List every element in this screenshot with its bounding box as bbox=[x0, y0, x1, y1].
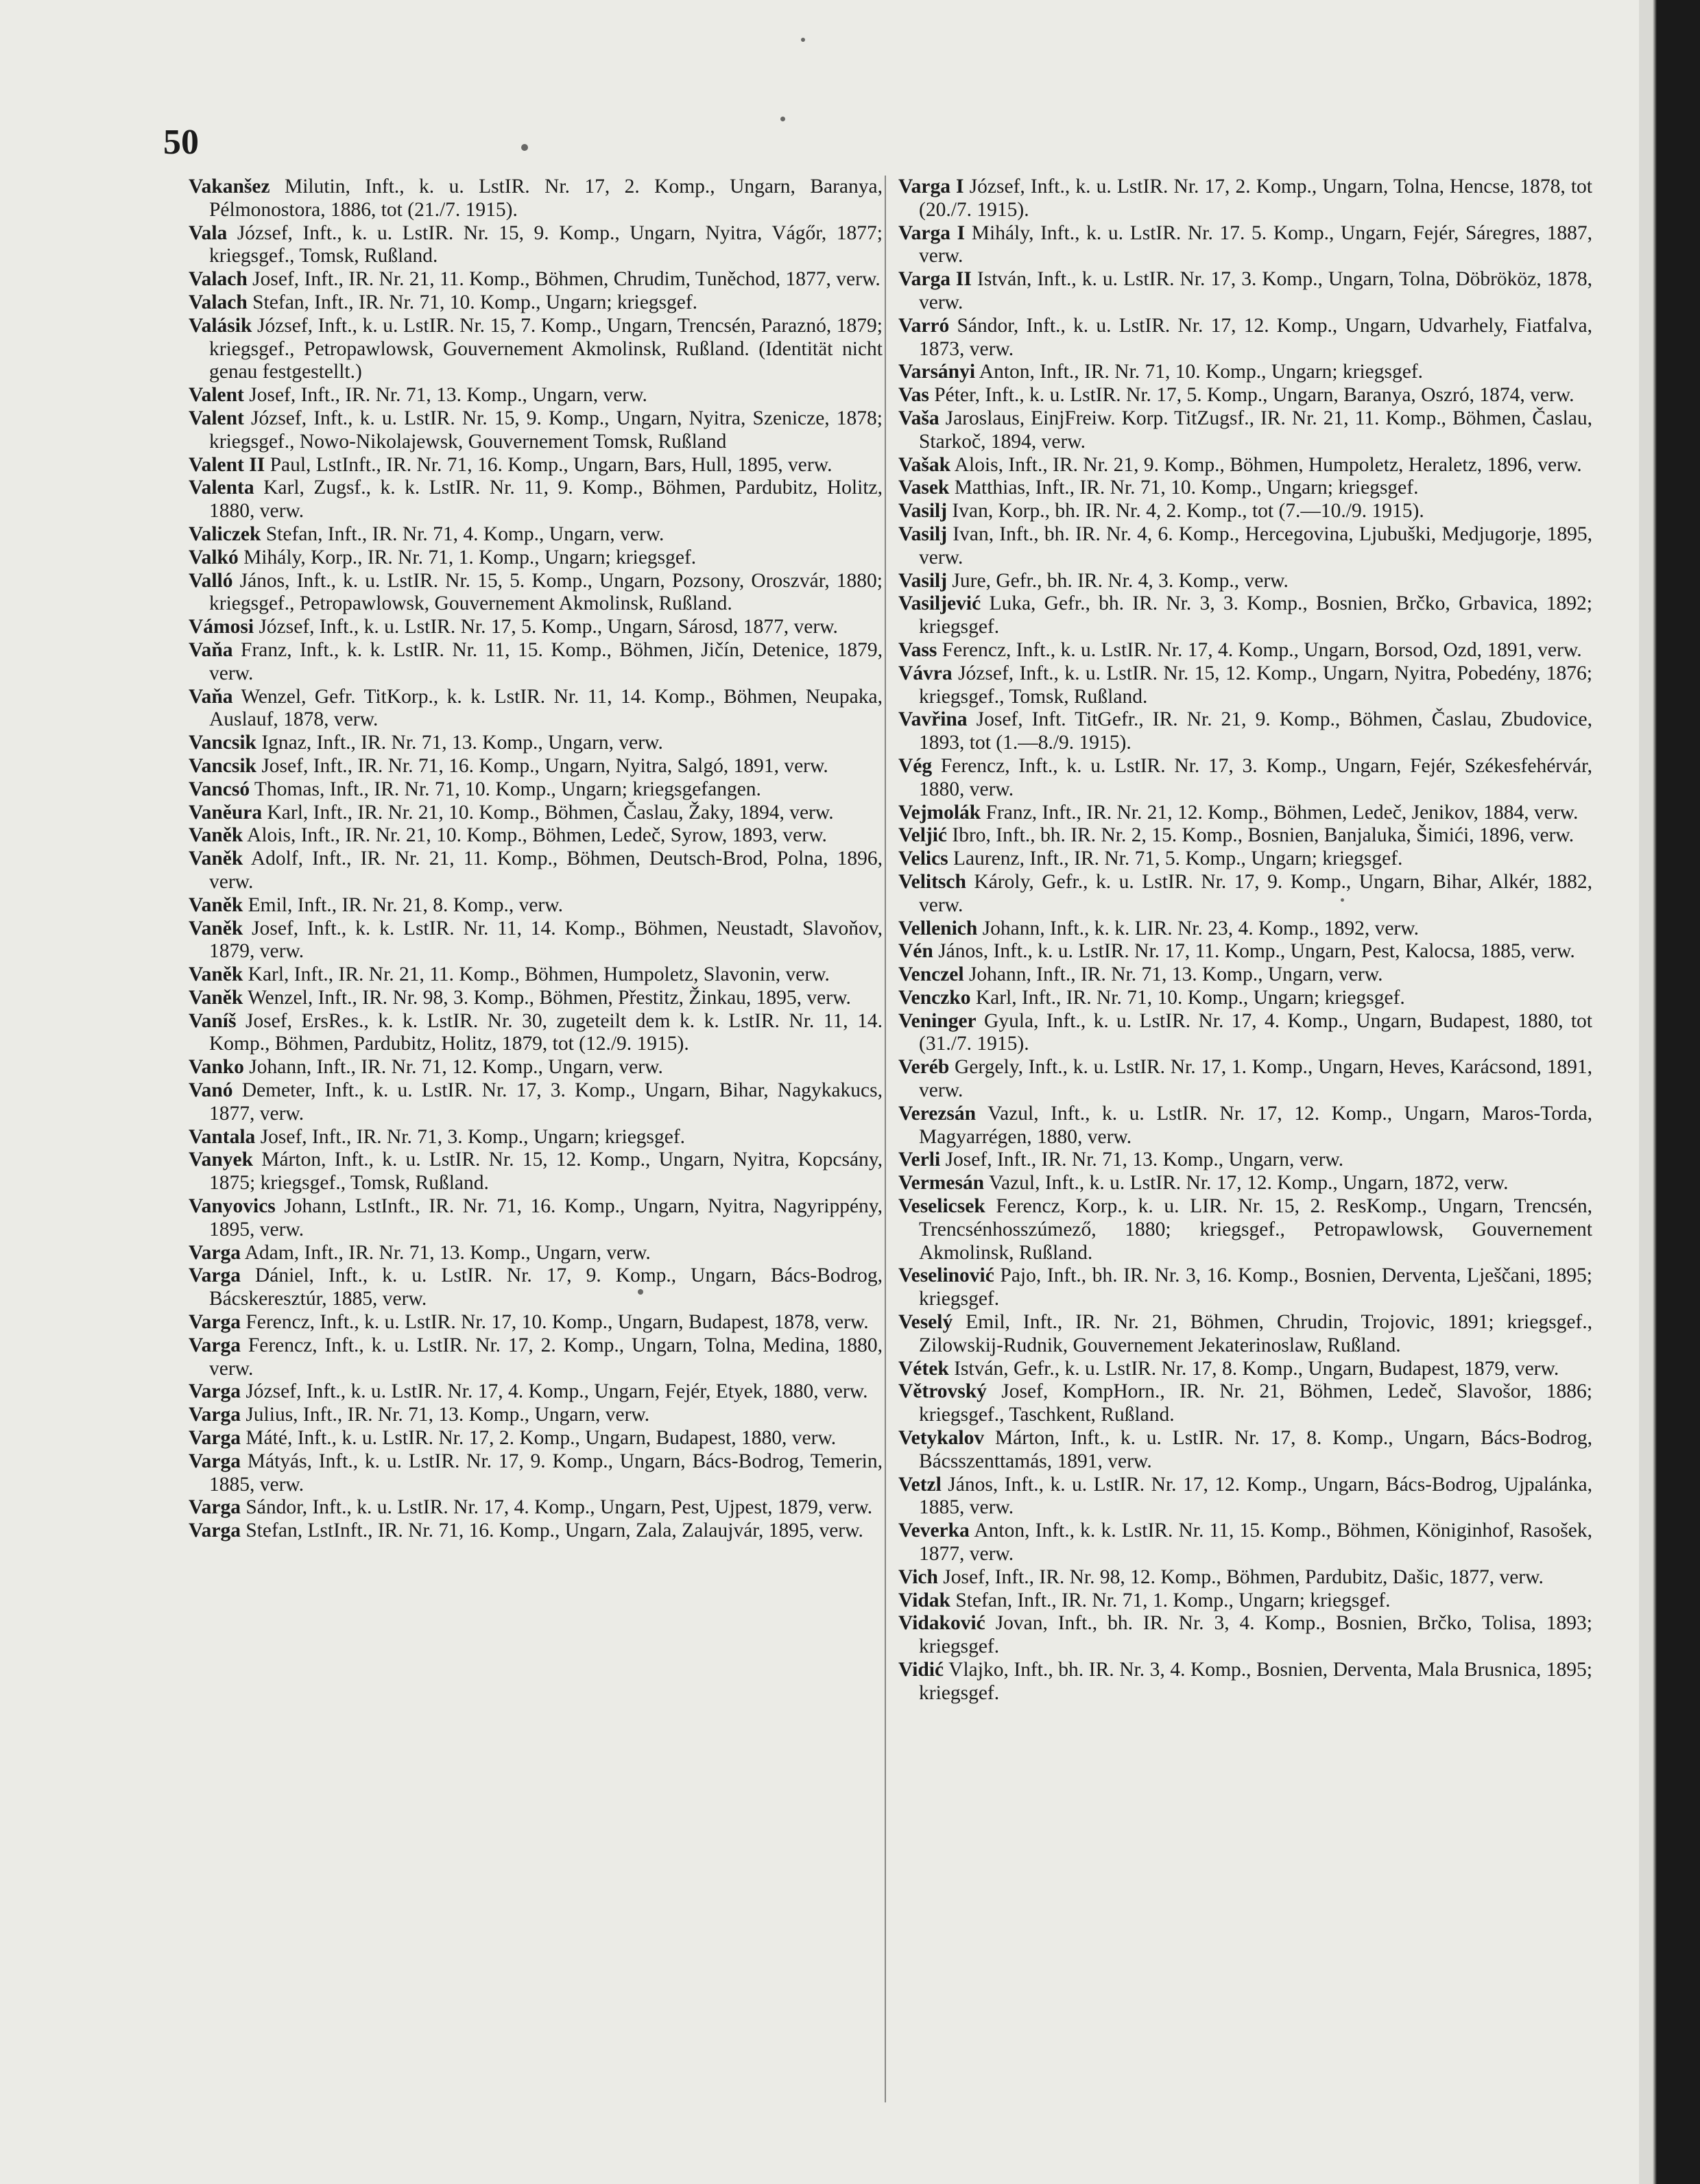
scan-edge bbox=[1639, 0, 1700, 2184]
entry-details: Thomas, Inft., IR. Nr. 71, 10. Komp., Ungarn; kriegsgefangen. bbox=[250, 778, 761, 800]
entry-surname: Valló bbox=[189, 569, 233, 592]
register-entry bbox=[189, 802, 883, 825]
entry-surname: Venczko bbox=[898, 986, 971, 1009]
entry-details: Mihály, Inft., k. u. LstIR. Nr. 17. 5. Komp., Ungarn, Fejér, Sáregres, 1887, verw. bbox=[919, 221, 1592, 267]
entry-surname: Varga bbox=[189, 1427, 241, 1450]
entry-surname: Velitsch bbox=[898, 870, 966, 893]
entry-details: József, Inft., k. u. LstIR. Nr. 15, 9. Komp., Ungarn, Nyitra, Vágőr, 1877; kriegsgef., Tomsk, Rußland. bbox=[209, 221, 883, 267]
register-entry bbox=[189, 407, 883, 454]
entry-details: Wenzel, Inft., IR. Nr. 98, 3. Komp., Böhmen, Přestitz, Žinkau, 1895, verw. bbox=[243, 986, 851, 1009]
entry-surname: Vaněk bbox=[189, 917, 243, 939]
entry-details: Mihály, Korp., IR. Nr. 71, 1. Komp., Ungarn; kriegsgef. bbox=[238, 546, 697, 568]
entry-details: Ferencz, Inft., k. u. LstIR. Nr. 17, 3. Komp., Ungarn, Fejér, Székesfehérvár, 1880, verw. bbox=[919, 754, 1592, 800]
register-entry bbox=[898, 222, 1592, 269]
register-entry bbox=[189, 987, 883, 1010]
register-entry bbox=[189, 1520, 883, 1543]
entry-surname: Varga bbox=[189, 1241, 241, 1264]
entry-details: Vlajko, Inft., bh. IR. Nr. 3, 4. Komp., Bosnien, Derventa, Mala Brusnica, 1895; kriegsgef. bbox=[919, 1659, 1592, 1704]
register-entry bbox=[898, 477, 1592, 500]
ink-speck bbox=[521, 144, 528, 151]
register-entry bbox=[189, 176, 883, 222]
register-entry bbox=[898, 1056, 1592, 1103]
entry-surname: Valásik bbox=[189, 314, 252, 337]
entry-details: János, Inft., k. u. LstIR. Nr. 17, 11. Komp., Ungarn, Pest, Kalocsa, 1885, verw. bbox=[933, 940, 1575, 963]
register-entry bbox=[898, 848, 1592, 871]
entry-surname: Valiczek bbox=[189, 523, 261, 545]
register-entry bbox=[898, 1172, 1592, 1195]
entry-surname: Vasilj bbox=[898, 569, 948, 592]
register-entry bbox=[898, 639, 1592, 662]
entry-surname: Veselý bbox=[898, 1311, 953, 1334]
register-entry bbox=[189, 384, 883, 407]
entry-details: Matthias, Inft., IR. Nr. 71, 10. Komp., Ungarn; kriegsgef. bbox=[949, 477, 1419, 499]
register-entry bbox=[189, 1149, 883, 1195]
entry-surname: Vanyovics bbox=[189, 1195, 276, 1218]
entry-details: Vazul, Inft., k. u. LstIR. Nr. 17, 12. Komp., Ungarn, 1872, verw. bbox=[984, 1172, 1509, 1195]
register-entry bbox=[189, 523, 883, 547]
register-entry bbox=[189, 268, 883, 291]
register-entry bbox=[898, 570, 1592, 593]
entry-details: Ibro, Inft., bh. IR. Nr. 2, 15. Komp., Bosnien, Banjaluka, Šimići, 1896, verw. bbox=[947, 824, 1575, 847]
entry-surname: Vejmolák bbox=[898, 801, 981, 824]
register-entry bbox=[189, 1056, 883, 1079]
entry-details: Stefan, Inft., IR. Nr. 71, 1. Komp., Ungarn; kriegsgef. bbox=[950, 1589, 1391, 1611]
register-entry bbox=[898, 802, 1592, 825]
entry-details: Johann, Inft., k. k. LIR. Nr. 23, 4. Komp., 1892, verw. bbox=[977, 917, 1420, 939]
entry-details: Gergely, Inft., k. u. LstIR. Nr. 17, 1. Komp., Ungarn, Heves, Karácsond, 1891, verw. bbox=[919, 1056, 1592, 1102]
entry-details: Josef, Inft., IR. Nr. 21, 11. Komp., Böhmen, Chrudim, Tuněchod, 1877, verw. bbox=[247, 268, 881, 291]
entry-surname: Varga bbox=[189, 1380, 241, 1403]
entry-surname: Vetykalov bbox=[898, 1427, 985, 1450]
entry-surname: Varga I bbox=[898, 221, 966, 244]
register-entry bbox=[189, 755, 883, 778]
entry-surname: Veselicsek bbox=[898, 1195, 985, 1218]
entry-details: Máté, Inft., k. u. LstIR. Nr. 17, 2. Komp., Ungarn, Budapest, 1880, verw. bbox=[240, 1427, 837, 1450]
entry-surname: Veninger bbox=[898, 1009, 977, 1032]
entry-details: Ferencz, Inft., k. u. LstIR. Nr. 17, 4. Komp., Ungarn, Borsod, Ozd, 1891, verw. bbox=[937, 638, 1582, 661]
entry-surname: Valenta bbox=[189, 477, 254, 499]
right-column bbox=[898, 176, 1592, 1705]
entry-details: Karl, Inft., IR. Nr. 71, 10. Komp., Ungarn; kriegsgef. bbox=[970, 986, 1405, 1009]
entry-details: Johann, Inft., IR. Nr. 71, 12. Komp., Ungarn, verw. bbox=[243, 1056, 663, 1079]
entry-surname: Vidak bbox=[898, 1589, 950, 1611]
entry-surname: Velics bbox=[898, 848, 948, 870]
entry-surname: Vén bbox=[898, 940, 933, 963]
entry-details: Emil, Inft., IR. Nr. 21, Böhmen, Chrudin, Trojovic, 1891; kriegsgef., Zilowskij-Rudnik, Gouvernement Jekaterinoslaw, Rußland. bbox=[919, 1311, 1592, 1356]
entry-surname: Vaněk bbox=[189, 893, 243, 916]
entry-surname: Valent bbox=[189, 407, 244, 429]
register-entry bbox=[898, 1010, 1592, 1057]
register-entry bbox=[898, 940, 1592, 963]
entry-details: Ferencz, Inft., k. u. LstIR. Nr. 17, 10. Komp., Ungarn, Budapest, 1878, verw. bbox=[240, 1311, 869, 1334]
entry-details: Josef, Inft., k. k. LstIR. Nr. 11, 14. Komp., Böhmen, Neustadt, Slavoňov, 1879, verw. bbox=[209, 917, 883, 963]
entry-details: Jaroslaus, EinjFreiw. Korp. TitZugsf., IR. Nr. 21, 11. Komp., Böhmen, Časlau, Starkoč, 1894, verw. bbox=[919, 407, 1592, 453]
register-entry bbox=[189, 1427, 883, 1450]
entry-surname: Varga bbox=[189, 1450, 241, 1472]
register-entry bbox=[898, 871, 1592, 917]
register-entry bbox=[189, 477, 883, 523]
register-entry bbox=[898, 1358, 1592, 1381]
register-entry bbox=[189, 570, 883, 616]
register-entry bbox=[898, 1589, 1592, 1613]
entry-surname: Varga bbox=[189, 1334, 241, 1356]
entry-surname: Varga I bbox=[898, 176, 964, 197]
entry-details: Adolf, Inft., IR. Nr. 21, 11. Komp., Böhmen, Deutsch-Brod, Polna, 1896, verw. bbox=[209, 848, 883, 893]
entry-details: Josef, Inft., IR. Nr. 71, 13. Komp., Ungarn, verw. bbox=[243, 384, 647, 407]
entry-details: Luka, Gefr., bh. IR. Nr. 3, 3. Komp., Bosnien, Brčko, Grbavica, 1892; kriegsgef. bbox=[919, 592, 1592, 638]
register-entry bbox=[898, 708, 1592, 755]
entry-surname: Větrovský bbox=[898, 1380, 987, 1403]
entry-details: Karl, Zugsf., k. k. LstIR. Nr. 11, 9. Komp., Böhmen, Pardubitz, Holitz, 1880, verw. bbox=[209, 477, 883, 523]
entry-details: Ferencz, Korp., k. u. LIR. Nr. 15, 2. ResKomp., Ungarn, Trencsén, Trencsénhosszúmező, 1880; kriegsgef., Petropawlowsk, Gouvernement Akmolinsk, Rußland. bbox=[919, 1195, 1592, 1264]
entry-surname: Vancsik bbox=[189, 754, 256, 777]
column-divider bbox=[885, 176, 886, 2102]
entry-surname: Vasek bbox=[898, 477, 950, 499]
entry-surname: Vaša bbox=[898, 407, 939, 429]
register-entry bbox=[898, 1520, 1592, 1566]
register-entry bbox=[898, 1264, 1592, 1311]
register-entry bbox=[189, 547, 883, 570]
entry-details: János, Inft., k. u. LstIR. Nr. 17, 12. Komp., Ungarn, Bács-Bodrog, Ujpalánka, 1885, verw. bbox=[919, 1473, 1592, 1519]
entry-surname: Vaněura bbox=[189, 801, 263, 824]
entry-surname: Vancsó bbox=[189, 778, 250, 800]
entry-details: Julius, Inft., IR. Nr. 71, 13. Komp., Ungarn, verw. bbox=[240, 1404, 650, 1426]
register-entry bbox=[898, 454, 1592, 477]
entry-details: Karl, Inft., IR. Nr. 21, 10. Komp., Böhmen, Časlau, Žaky, 1894, verw. bbox=[262, 801, 834, 824]
entry-surname: Varga bbox=[189, 1520, 241, 1542]
entry-surname: Vanko bbox=[189, 1056, 244, 1079]
entry-details: István, Inft., k. u. LstIR. Nr. 17, 3. Komp., Ungarn, Tolna, Döbrököz, 1878, verw. bbox=[919, 268, 1593, 313]
entry-details: József, Inft., k. u. LstIR. Nr. 15, 7. Komp., Ungarn, Trencsén, Paraznó, 1879; kriegsgef., Petropawlowsk, Gouvernement Akmolinsk, Rußland. (Identität nicht genau festgestellt.) bbox=[209, 314, 883, 383]
entry-surname: Vancsik bbox=[189, 732, 256, 754]
entry-surname: Vakanšez bbox=[189, 176, 270, 197]
entry-details: Anton, Inft., k. k. LstIR. Nr. 11, 15. Komp., Böhmen, Königinhof, Rasošek, 1877, verw. bbox=[919, 1520, 1592, 1565]
entry-details: Márton, Inft., k. u. LstIR. Nr. 15, 12. Komp., Ungarn, Nyitra, Kopcsány, 1875; kriegsgef., Tomsk, Rußland. bbox=[209, 1149, 883, 1195]
entry-surname: Vaňa bbox=[189, 638, 233, 661]
entry-surname: Vasilj bbox=[898, 523, 948, 545]
left-column bbox=[189, 176, 883, 1543]
register-entry bbox=[189, 639, 883, 686]
entry-details: Johann, Inft., IR. Nr. 71, 13. Komp., Ungarn, verw. bbox=[963, 963, 1383, 986]
register-entry bbox=[898, 1566, 1592, 1589]
register-entry bbox=[898, 361, 1592, 384]
entry-details: Paul, LstInft., IR. Nr. 71, 16. Komp., Ungarn, Bars, Hull, 1895, verw. bbox=[265, 453, 833, 476]
register-entry bbox=[898, 384, 1592, 407]
entry-details: Sándor, Inft., k. u. LstIR. Nr. 17, 12. Komp., Ungarn, Udvarhely, Fiatfalva, 1873, verw. bbox=[919, 314, 1592, 360]
entry-surname: Varga bbox=[189, 1496, 241, 1519]
entry-details: Alois, Inft., IR. Nr. 21, 10. Komp., Böhmen, Ledeč, Syrow, 1893, verw. bbox=[243, 824, 827, 847]
entry-details: Jure, Gefr., bh. IR. Nr. 4, 3. Komp., verw. bbox=[947, 569, 1289, 592]
register-entry bbox=[189, 616, 883, 639]
entry-surname: Vaňa bbox=[189, 685, 233, 708]
entry-surname: Vermesán bbox=[898, 1172, 985, 1195]
register-entry bbox=[189, 315, 883, 384]
entry-details: Franz, Inft., k. k. LstIR. Nr. 11, 15. Komp., Böhmen, Jičín, Detenice, 1879, verw. bbox=[209, 638, 883, 684]
register-entry bbox=[189, 1380, 883, 1404]
entry-details: Josef, Inft., IR. Nr. 98, 12. Komp., Böhmen, Pardubitz, Dašic, 1877, verw. bbox=[937, 1565, 1544, 1588]
register-entry bbox=[898, 824, 1592, 848]
register-entry bbox=[189, 1010, 883, 1057]
entry-details: István, Gefr., k. u. LstIR. Nr. 17, 8. Komp., Ungarn, Budapest, 1879, verw. bbox=[948, 1357, 1559, 1380]
register-entry bbox=[189, 222, 883, 269]
entry-details: Josef, KompHorn., IR. Nr. 21, Böhmen, Ledeč, Slavošor, 1886; kriegsgef., Taschkent, Rußland. bbox=[919, 1380, 1592, 1426]
entry-surname: Vala bbox=[189, 221, 228, 244]
register-entry bbox=[898, 1380, 1592, 1427]
register-entry bbox=[898, 407, 1592, 454]
register-entry bbox=[898, 1612, 1592, 1659]
entry-details: Laurenz, Inft., IR. Nr. 71, 5. Komp., Ungarn; kriegsgef. bbox=[948, 848, 1403, 870]
register-entry bbox=[189, 1264, 883, 1311]
entry-surname: Veverka bbox=[898, 1520, 970, 1542]
entry-details: Josef, Inft., IR. Nr. 71, 13. Komp., Ungarn, verw. bbox=[940, 1149, 1344, 1171]
entry-details: Péter, Inft., k. u. LstIR. Nr. 17, 5. Komp., Ungarn, Baranya, Oszró, 1874, verw. bbox=[929, 384, 1575, 407]
entry-surname: Vass bbox=[898, 638, 937, 661]
entry-details: Vazul, Inft., k. u. LstIR. Nr. 17, 12. Komp., Ungarn, Maros-Torda, Magyarrégen, 1880, verw. bbox=[919, 1102, 1592, 1148]
entry-details: Milutin, Inft., k. u. LstIR. Nr. 17, 2. Komp., Ungarn, Baranya, Pélmonostora, 1886, tot (21./7. 1915). bbox=[209, 176, 883, 221]
entry-details: József, Inft., k. u. LstIR. Nr. 17, 5. Komp., Ungarn, Sárosd, 1877, verw. bbox=[254, 616, 838, 638]
entry-surname: Vanó bbox=[189, 1079, 233, 1102]
register-entry bbox=[189, 1450, 883, 1497]
entry-details: Mátyás, Inft., k. u. LstIR. Nr. 17, 9. Komp., Ungarn, Bács-Bodrog, Temerin, 1885, verw. bbox=[209, 1450, 883, 1496]
register-entry bbox=[189, 291, 883, 315]
entry-details: József, Inft., k. u. LstIR. Nr. 15, 9. Komp., Ungarn, Nyitra, Szenicze, 1878; kriegsgef., Nowo-Nikolajewsk, Gouvernement Tomsk, Rußland bbox=[209, 407, 883, 453]
register-entry bbox=[898, 523, 1592, 570]
entry-surname: Vaněk bbox=[189, 824, 243, 847]
ink-speck bbox=[1341, 898, 1344, 902]
entry-surname: Vaněk bbox=[189, 963, 243, 986]
register-entry bbox=[189, 894, 883, 917]
register-entry bbox=[189, 1404, 883, 1427]
entry-surname: Valent bbox=[189, 384, 244, 407]
register-entry bbox=[898, 1195, 1592, 1264]
register-entry bbox=[189, 778, 883, 802]
entry-details: Pajo, Inft., bh. IR. Nr. 3, 16. Komp., Bosnien, Derventa, Lješčani, 1895; kriegsgef. bbox=[919, 1264, 1592, 1310]
entry-surname: Vavřina bbox=[898, 708, 968, 731]
entry-details: Josef, Inft. TitGefr., IR. Nr. 21, 9. Komp., Böhmen, Časlau, Zbudovice, 1893, tot (1.—8./9. 1915). bbox=[919, 708, 1592, 754]
entry-details: Dániel, Inft., k. u. LstIR. Nr. 17, 9. Komp., Ungarn, Bács-Bodrog, Bácskeresztúr, 1885, verw. bbox=[209, 1264, 883, 1310]
entry-surname: Varsányi bbox=[898, 361, 976, 383]
entry-surname: Varga II bbox=[898, 268, 972, 291]
entry-details: Josef, Inft., IR. Nr. 71, 16. Komp., Ungarn, Nyitra, Salgó, 1891, verw. bbox=[256, 754, 828, 777]
entry-surname: Varga bbox=[189, 1404, 241, 1426]
ink-speck bbox=[780, 117, 785, 121]
entry-details: József, Inft., k. u. LstIR. Nr. 17, 2. Komp., Ungarn, Tolna, Hencse, 1878, tot (20./7. 1915). bbox=[919, 176, 1593, 221]
entry-details: Karl, Inft., IR. Nr. 21, 11. Komp., Böhmen, Humpoletz, Slavonin, verw. bbox=[243, 963, 830, 986]
register-entry bbox=[898, 755, 1592, 802]
entry-surname: Valent II bbox=[189, 453, 265, 476]
entry-details: Ivan, Korp., bh. IR. Nr. 4, 2. Komp., tot (7.—10./9. 1915). bbox=[947, 500, 1424, 523]
entry-surname: Vas bbox=[898, 384, 929, 407]
entry-surname: Veselinović bbox=[898, 1264, 994, 1287]
entry-surname: Vaníš bbox=[189, 1009, 237, 1032]
entry-surname: Vantala bbox=[189, 1125, 256, 1148]
entry-details: Gyula, Inft., k. u. LstIR. Nr. 17, 4. Komp., Ungarn, Budapest, 1880, tot (31./7. 1915). bbox=[919, 1009, 1592, 1055]
register-entry bbox=[898, 500, 1592, 523]
register-entry bbox=[189, 1195, 883, 1242]
entry-surname: Vidaković bbox=[898, 1612, 985, 1635]
register-entry bbox=[189, 686, 883, 732]
entry-details: József, Inft., k. u. LstIR. Nr. 15, 12. Komp., Ungarn, Nyitra, Pobedény, 1876; kriegsgef., Tomsk, Rußland. bbox=[919, 662, 1592, 708]
entry-details: Stefan, Inft., IR. Nr. 71, 4. Komp., Ungarn, verw. bbox=[261, 523, 665, 545]
entry-surname: Valkó bbox=[189, 546, 239, 568]
register-entry bbox=[898, 963, 1592, 987]
entry-details: Alois, Inft., IR. Nr. 21, 9. Komp., Böhmen, Humpoletz, Heraletz, 1896, verw. bbox=[950, 453, 1582, 476]
ink-speck bbox=[638, 1289, 643, 1295]
entry-surname: Veréb bbox=[898, 1056, 950, 1079]
register-entry bbox=[189, 963, 883, 987]
register-entry bbox=[898, 592, 1592, 639]
entry-details: Franz, Inft., IR. Nr. 21, 12. Komp., Böhmen, Ledeč, Jenikov, 1884, verw. bbox=[981, 801, 1579, 824]
entry-surname: Varró bbox=[898, 314, 950, 337]
entry-surname: Varga bbox=[189, 1311, 241, 1334]
entry-details: Adam, Inft., IR. Nr. 71, 13. Komp., Ungarn, verw. bbox=[240, 1241, 651, 1264]
register-entry bbox=[898, 1103, 1592, 1149]
register-entry bbox=[189, 848, 883, 894]
entry-details: Jovan, Inft., bh. IR. Nr. 3, 4. Komp., Bosnien, Brčko, Tolisa, 1893; kriegsgef. bbox=[919, 1612, 1592, 1658]
entry-details: Johann, LstInft., IR. Nr. 71, 16. Komp., Ungarn, Nyitra, Nagyrippény, 1895, verw. bbox=[209, 1195, 883, 1240]
register-entry bbox=[189, 1334, 883, 1381]
register-entry bbox=[898, 1659, 1592, 1705]
entry-surname: Vanyek bbox=[189, 1149, 254, 1171]
register-entry bbox=[189, 1242, 883, 1265]
entry-details: Sándor, Inft., k. u. LstIR. Nr. 17, 4. Komp., Ungarn, Pest, Ujpest, 1879, verw. bbox=[240, 1496, 873, 1519]
register-entry bbox=[189, 1126, 883, 1149]
register-entry bbox=[898, 987, 1592, 1010]
register-entry bbox=[898, 917, 1592, 941]
register-entry bbox=[189, 824, 883, 848]
entry-details: Demeter, Inft., k. u. LstIR. Nr. 17, 3. Komp., Ungarn, Bihar, Nagykakucs, 1877, verw. bbox=[209, 1079, 883, 1125]
entry-surname: Verezsán bbox=[898, 1102, 977, 1125]
entry-details: Károly, Gefr., k. u. LstIR. Nr. 17, 9. Komp., Ungarn, Bihar, Alkér, 1882, verw. bbox=[919, 870, 1592, 916]
register-entry bbox=[898, 268, 1592, 315]
entry-surname: Valach bbox=[189, 291, 248, 313]
entry-details: Ignaz, Inft., IR. Nr. 71, 13. Komp., Ungarn, verw. bbox=[256, 732, 663, 754]
entry-surname: Vidić bbox=[898, 1659, 944, 1681]
entry-surname: Vasilj bbox=[898, 500, 948, 523]
entry-surname: Vaněk bbox=[189, 848, 243, 870]
entry-surname: Vašak bbox=[898, 453, 950, 476]
entry-surname: Vellenich bbox=[898, 917, 978, 939]
register-entry bbox=[898, 662, 1592, 709]
register-entry bbox=[189, 454, 883, 477]
page-number: 50 bbox=[163, 123, 199, 162]
register-entry bbox=[189, 732, 883, 755]
entry-surname: Vich bbox=[898, 1565, 938, 1588]
entry-details: Ivan, Inft., bh. IR. Nr. 4, 6. Komp., Hercegovina, Ljubuški, Medjugorje, 1895, verw. bbox=[919, 523, 1592, 568]
register-entry bbox=[898, 315, 1592, 361]
entry-details: Josef, ErsRes., k. k. LstIR. Nr. 30, zugeteilt dem k. k. LstIR. Nr. 11, 14. Komp., Böhmen, Pardubitz, Holitz, 1879, tot (12./9. 1915). bbox=[209, 1009, 883, 1055]
register-entry bbox=[189, 1311, 883, 1334]
ink-speck bbox=[801, 38, 805, 42]
entry-surname: Verli bbox=[898, 1149, 941, 1171]
entry-surname: Varga bbox=[189, 1264, 241, 1287]
entry-surname: Vávra bbox=[898, 662, 953, 684]
entry-surname: Valach bbox=[189, 268, 248, 291]
register-entry bbox=[898, 1149, 1592, 1172]
entry-surname: Veljić bbox=[898, 824, 947, 847]
entry-details: Wenzel, Gefr. TitKorp., k. k. LstIR. Nr. 11, 14. Komp., Böhmen, Neupaka, Auslauf, 1878, verw. bbox=[209, 685, 883, 731]
entry-surname: Venczel bbox=[898, 963, 964, 986]
entry-details: Márton, Inft., k. u. LstIR. Nr. 17, 8. Komp., Ungarn, Bács-Bodrog, Bácsszenttamás, 1891, verw. bbox=[919, 1427, 1592, 1472]
entry-surname: Vámosi bbox=[189, 616, 254, 638]
register-entry bbox=[189, 1079, 883, 1126]
entry-details: Anton, Inft., IR. Nr. 71, 10. Komp., Ungarn; kriegsgef. bbox=[975, 361, 1424, 383]
entry-details: Ferencz, Inft., k. u. LstIR. Nr. 17, 2. Komp., Ungarn, Tolna, Medina, 1880, verw. bbox=[209, 1334, 883, 1380]
register-entry bbox=[898, 1474, 1592, 1520]
register-entry bbox=[189, 1496, 883, 1520]
entry-surname: Vég bbox=[898, 754, 933, 777]
register-entry bbox=[898, 1311, 1592, 1358]
entry-details: Stefan, LstInft., IR. Nr. 71, 16. Komp., Ungarn, Zala, Zalaujvár, 1895, verw. bbox=[240, 1520, 863, 1542]
register-entry bbox=[898, 1427, 1592, 1474]
entry-details: Stefan, Inft., IR. Nr. 71, 10. Komp., Ungarn; kriegsgef. bbox=[247, 291, 698, 313]
entry-details: Josef, Inft., IR. Nr. 71, 3. Komp., Ungarn; kriegsgef. bbox=[255, 1125, 686, 1148]
register-entry bbox=[898, 176, 1592, 222]
entry-surname: Vasiljević bbox=[898, 592, 981, 615]
entry-details: Emil, Inft., IR. Nr. 21, 8. Komp., verw. bbox=[243, 893, 564, 916]
entry-details: János, Inft., k. u. LstIR. Nr. 15, 5. Komp., Ungarn, Pozsony, Oroszvár, 1880; kriegsgef., Petropawlowsk, Gouvernement Akmolinsk, Rußland. bbox=[209, 569, 883, 615]
entry-details: József, Inft., k. u. LstIR. Nr. 17, 4. Komp., Ungarn, Fejér, Etyek, 1880, verw. bbox=[240, 1380, 868, 1403]
entry-surname: Vaněk bbox=[189, 986, 243, 1009]
entry-surname: Vetzl bbox=[898, 1473, 942, 1496]
entry-surname: Vétek bbox=[898, 1357, 949, 1380]
register-entry bbox=[189, 917, 883, 964]
